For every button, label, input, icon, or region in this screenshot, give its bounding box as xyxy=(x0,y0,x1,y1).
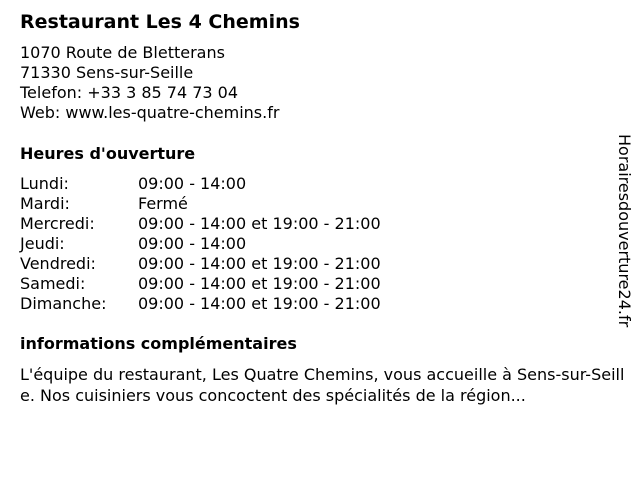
day-label: Jeudi: xyxy=(20,234,65,253)
opening-hours-heading: Heures d'ouverture xyxy=(20,144,196,163)
day-label: Dimanche: xyxy=(20,294,107,313)
day-hours: 09:00 - 14:00 et 19:00 - 21:00 xyxy=(138,214,381,233)
day-hours: 09:00 - 14:00 et 19:00 - 21:00 xyxy=(138,254,381,273)
additional-info-heading: informations complémentaires xyxy=(20,334,297,353)
restaurant-description: L'équipe du restaurant, Les Quatre Chemins, vous accueille à Sens-sur-Seille. Nos cuisiniers vous concoctent des spécialités de la région... xyxy=(20,365,625,405)
opening-hours-list xyxy=(20,174,381,314)
site-watermark: Horairesdouverture24.fr xyxy=(615,134,634,328)
hours-row-monday xyxy=(20,174,381,194)
day-label: Lundi: xyxy=(20,174,69,193)
day-hours: 09:00 - 14:00 et 19:00 - 21:00 xyxy=(138,274,381,293)
restaurant-name: Restaurant Les 4 Chemins xyxy=(20,11,300,33)
hours-row-friday xyxy=(20,254,381,274)
hours-row-saturday xyxy=(20,274,381,294)
day-hours: 09:00 - 14:00 et 19:00 - 21:00 xyxy=(138,294,381,313)
day-hours: 09:00 - 14:00 xyxy=(138,234,247,253)
hours-row-sunday xyxy=(20,294,381,314)
day-label: Mercredi: xyxy=(20,214,95,233)
address-street: 1070 Route de Bletterans xyxy=(20,43,225,62)
day-hours: Fermé xyxy=(138,194,188,213)
hours-row-tuesday xyxy=(20,194,381,214)
hours-row-thursday xyxy=(20,234,381,254)
day-label: Samedi: xyxy=(20,274,86,293)
address-city: 71330 Sens-sur-Seille xyxy=(20,63,194,82)
hours-row-wednesday xyxy=(20,214,381,234)
website-link: Web: www.les-quatre-chemins.fr xyxy=(20,103,280,122)
phone-number: Telefon: +33 3 85 74 73 04 xyxy=(20,83,239,102)
day-label: Vendredi: xyxy=(20,254,96,273)
address-block xyxy=(20,43,279,123)
day-label: Mardi: xyxy=(20,194,70,213)
day-hours: 09:00 - 14:00 xyxy=(138,174,247,193)
